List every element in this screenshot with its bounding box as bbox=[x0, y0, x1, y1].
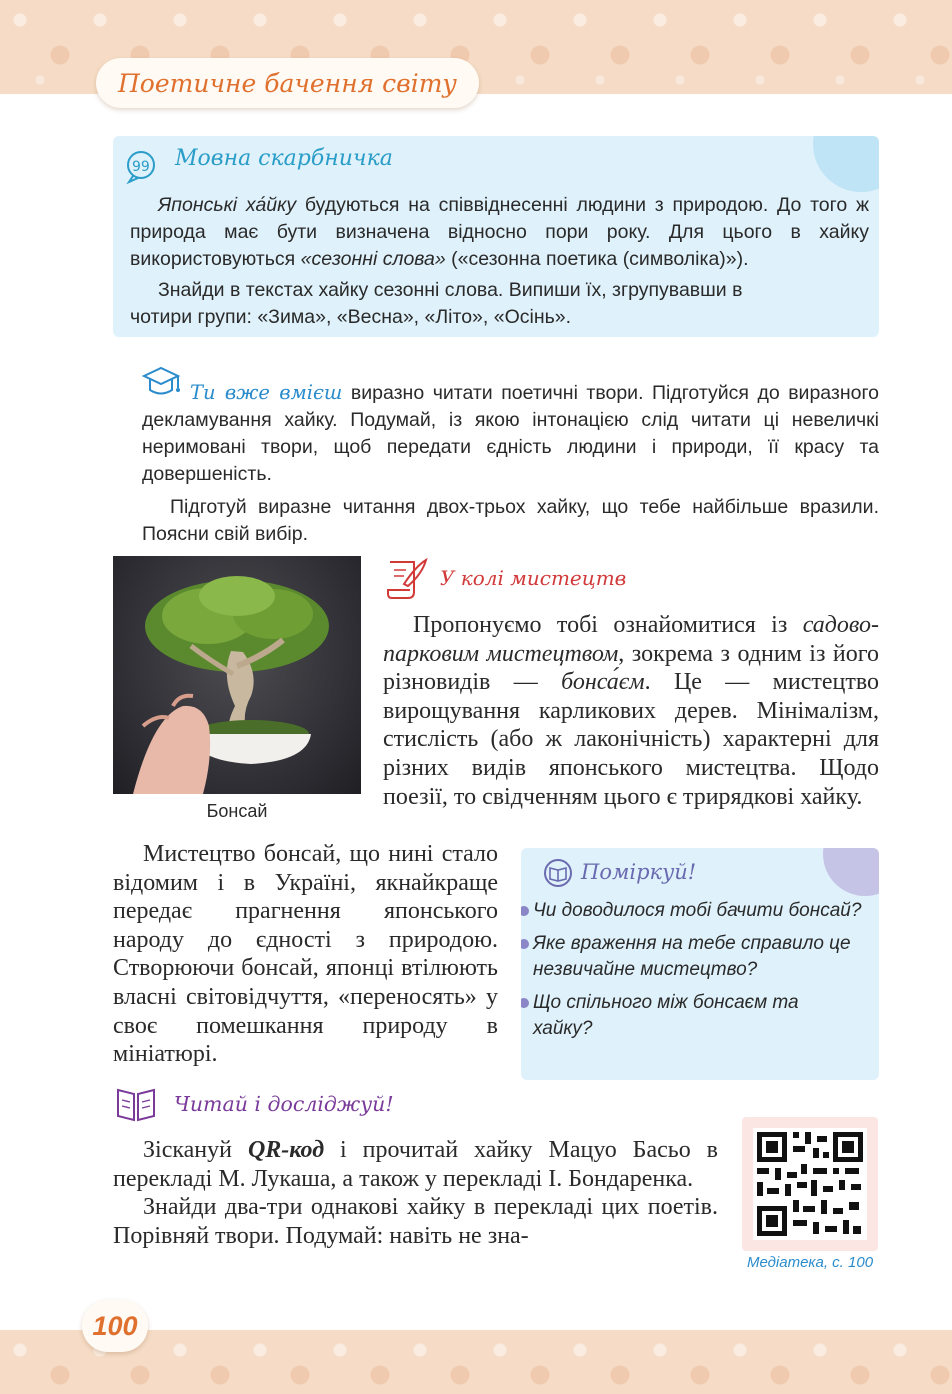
open-book-bubble-icon bbox=[541, 858, 575, 895]
think-box-title: Поміркуй! bbox=[581, 860, 697, 884]
art-text-p1: Пропонуємо тобі ознайомитися із садово-парковим мистецтвом, зокрема з одним із його різновидів — бонса́єм. Це — мистецтво вирощування карликових дерев. Мінімалізм, стислість (або ж лаконічність) характерні для різних видів японського мистецтва. Щодо поезії, то свідченням цього є трирядкові хайку. bbox=[383, 612, 879, 810]
art-text-p2: Мистецтво бонсай, що нині стало відомим і в Україні, якнайкраще передає прагнення японського народу до єдності з природою. Створюючи бонсай, японці втілюють власні світовідчуття, «переносять» у своє помешкання природу в мініатюрі. bbox=[113, 841, 498, 1068]
term-bonsai: бонса́єм bbox=[561, 669, 645, 696]
section-title: Поетичне бачення світу bbox=[118, 68, 457, 98]
section-header bbox=[96, 58, 479, 108]
think-box bbox=[521, 848, 879, 1080]
art-section-title: У колі мистецтв bbox=[440, 566, 627, 590]
language-box-text: Японські ха́йку будуються на співвіднесенні людини з природою. До того ж природа має бути визначена відносно пори року. Для цього в хайку використовуються «сезонні слова» («сезонна поетика (символіка)»). Знайди в текстах хайку сезонні слова. Випиши їх, згрупувавши в чотири групи: «Зима», «Весна», «Літо», «Осінь». bbox=[130, 192, 869, 331]
term-garden-art: садово-парковим мистецтвом bbox=[383, 612, 879, 667]
scroll-quill-icon bbox=[384, 556, 430, 607]
skills-task: Підготуй виразне читання двох-трьох хайку, що тебе найбільше вразили. Поясни свій вибір. bbox=[142, 496, 879, 545]
skills-text: Ти вже вмієш виразно читати поетичні твори. Підготуйся до виразного декламування хайку. Подумай, із якою інтонацією слід читати ці невеличкі неримовані твори, щоб передати єдність людини і природи, її красу та довершеність. Підготуй виразне читання двох-трьох хайку, що тебе найбільше вразили. Поясни свій вибір. bbox=[142, 379, 879, 548]
bullet-icon bbox=[521, 906, 529, 916]
qr-code[interactable] bbox=[742, 1117, 878, 1251]
qr-caption: Медіатека, с. 100 bbox=[746, 1254, 874, 1271]
skills-title: Ти вже вмієш bbox=[190, 381, 343, 404]
list-item: Що спільного між бонсаєм та хайку? bbox=[521, 990, 863, 1043]
photo-caption: Бонсай bbox=[206, 801, 268, 821]
quote-bubble-icon bbox=[125, 150, 161, 189]
box-corner-decoration bbox=[813, 136, 879, 192]
bullet-icon bbox=[521, 998, 529, 1008]
list-item: Чи доводилося тобі бачити бонсай? bbox=[521, 898, 863, 925]
bonsai-photo bbox=[113, 556, 361, 794]
page-number bbox=[82, 1300, 148, 1352]
term-seasonal-words: «сезонні слова» bbox=[300, 248, 446, 270]
think-questions bbox=[521, 898, 863, 1049]
bullet-icon bbox=[521, 939, 529, 949]
language-box-title: Мовна скарбничка bbox=[175, 146, 393, 171]
read-section-title: Читай і досліджуй! bbox=[174, 1092, 394, 1116]
term-haiku: Японські ха́йку bbox=[158, 194, 297, 216]
page-number-text: 100 bbox=[92, 1310, 138, 1341]
box-corner-decoration bbox=[823, 848, 879, 896]
language-box-task: Знайди в текстах хайку сезонні слова. Випиши їх, згрупувавши в чотири групи: «Зима», «Весна», «Літо», «Осінь». bbox=[130, 279, 743, 328]
term-qr-code: QR-код bbox=[247, 1137, 325, 1163]
read-text: Зіскануй QR-код і прочитай хайку Мацуо Басьо в перекладі М. Лукаша, а також у перекладі І. Бондаренка. Знайди два-три однакові хайку в перекладі цих поетів. Порівняй твори. Подумай: навіть не зна- bbox=[113, 1137, 718, 1249]
list-item: Яке враження на тебе справило це незвичайне мистецтво? bbox=[521, 931, 863, 984]
svg-text:99: 99 bbox=[132, 159, 150, 175]
open-book-icon bbox=[114, 1084, 158, 1129]
read-task: Знайди два-три однакові хайку в перекладі цих поетів. Порівняй твори. Подумай: навіть не зна- bbox=[113, 1194, 718, 1249]
